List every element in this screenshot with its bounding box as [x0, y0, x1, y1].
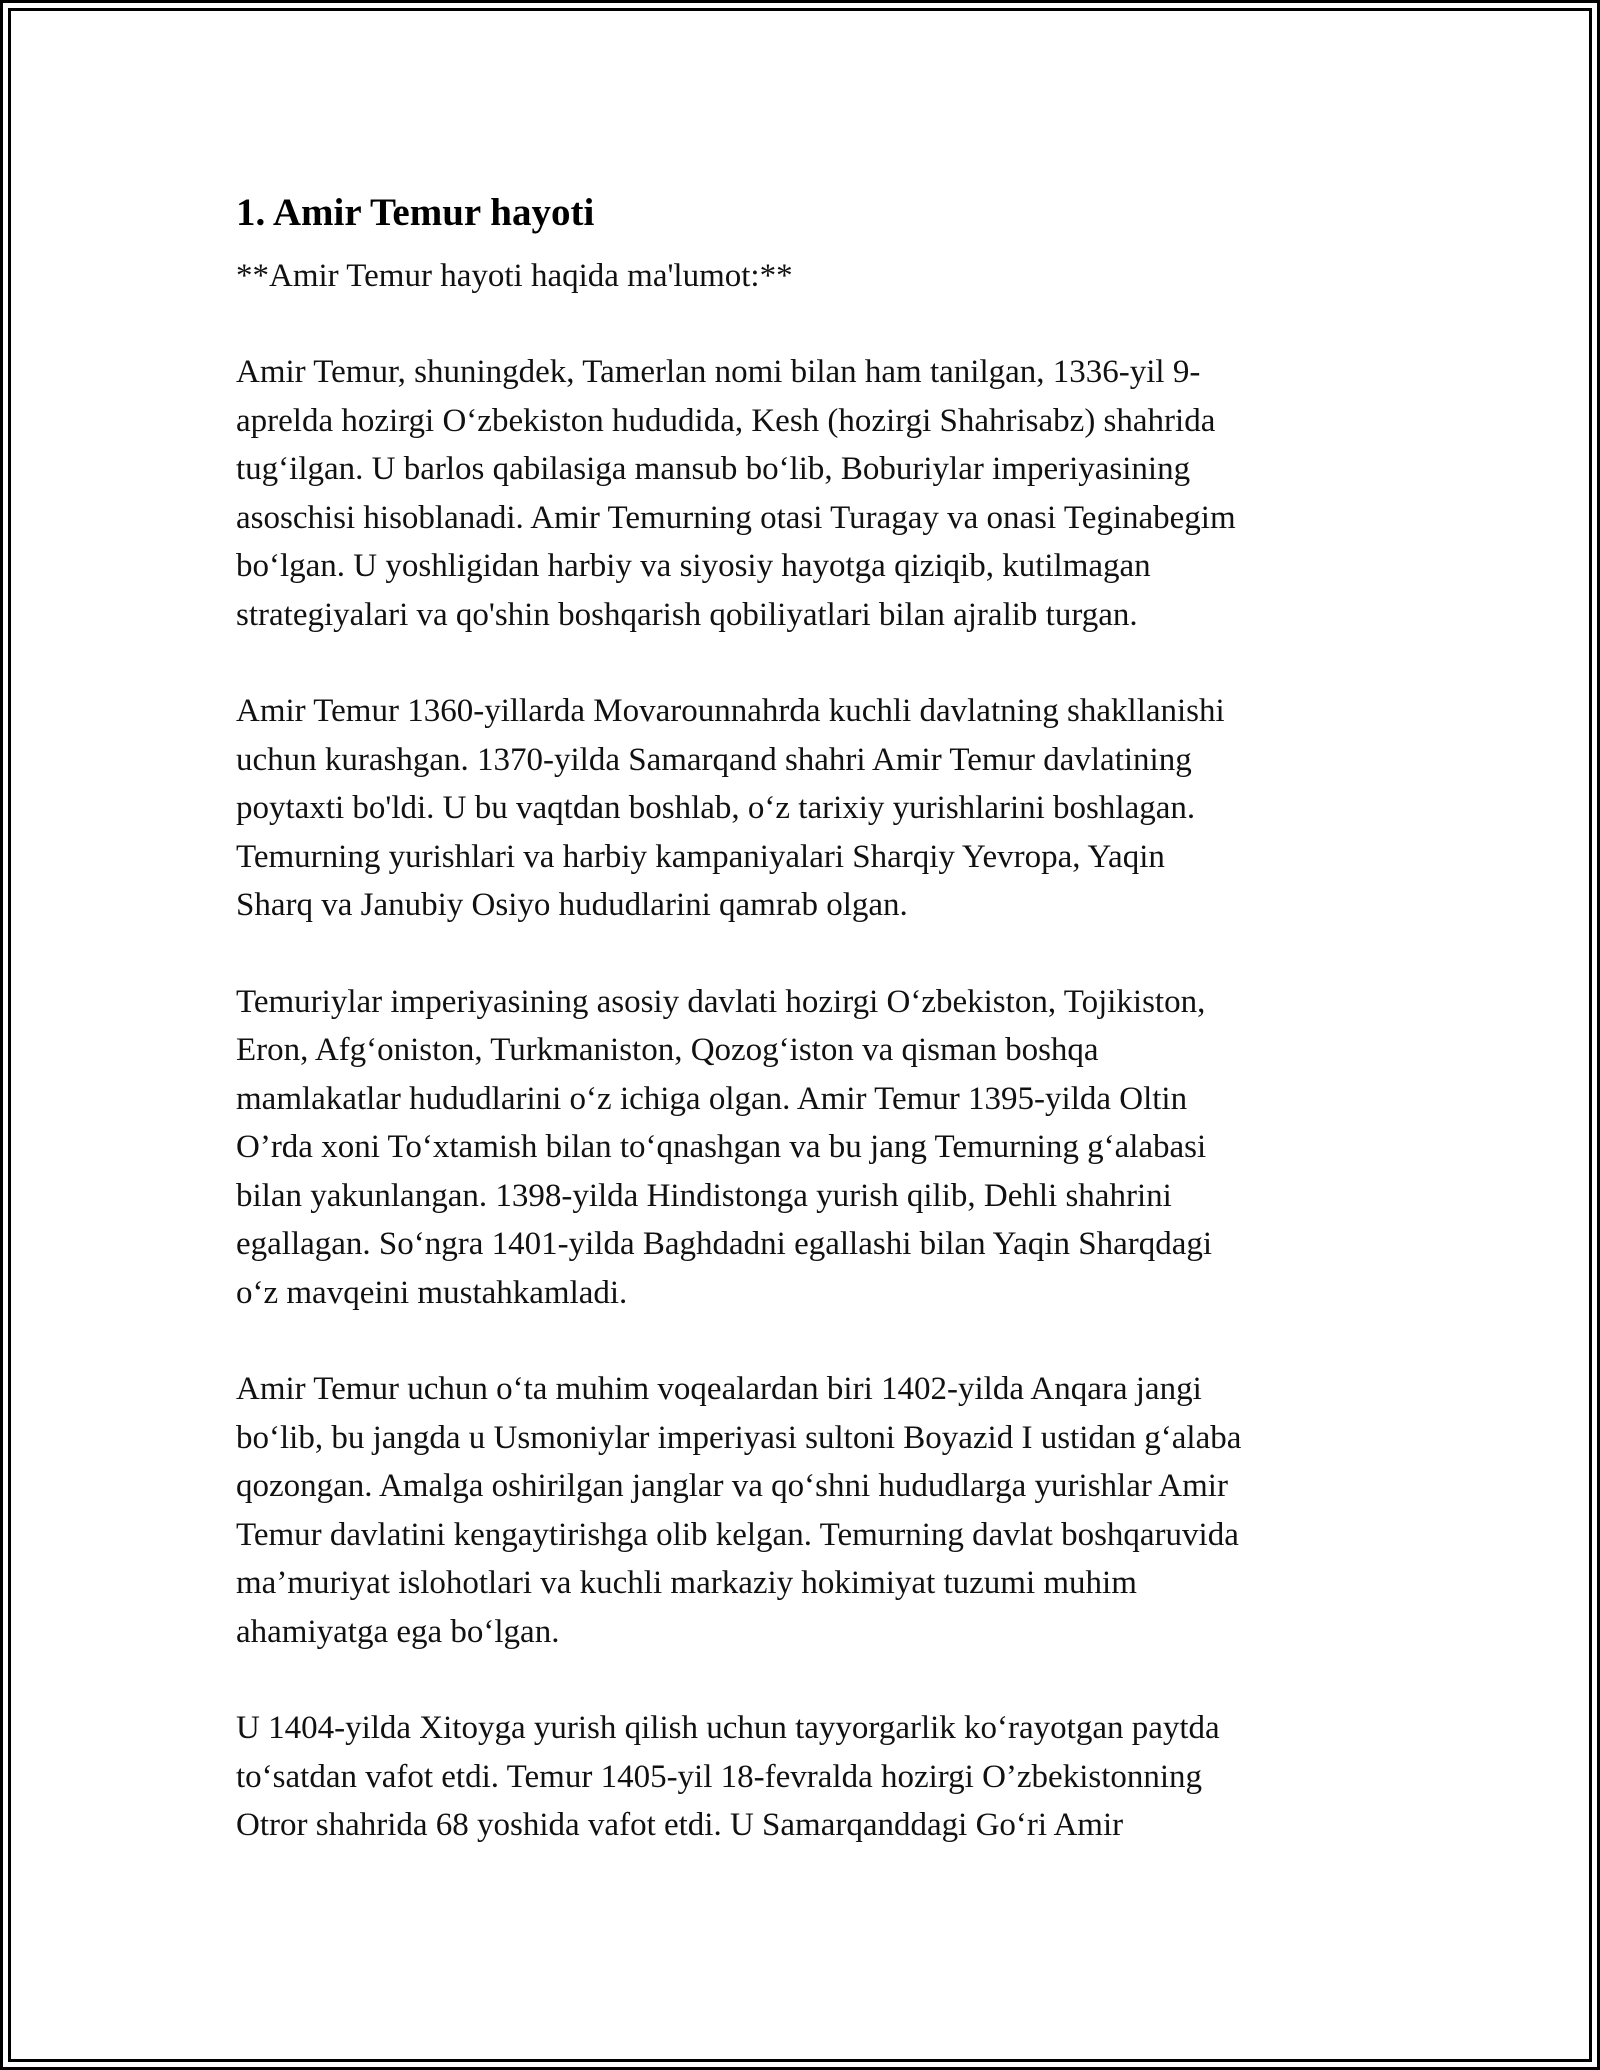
paragraph-line: Amir Temur 1360-yillarda Movarounnahrda kuchli davlatning shakllanishi — [236, 693, 1225, 729]
paragraph-line: to‘satdan vafot etdi. Temur 1405-yil 18-fevralda hozirgi O’zbekistonning — [236, 1758, 1203, 1795]
paragraph-1 — [236, 348, 1376, 639]
paragraph-line: O’rda xoni To‘xtamish bilan to‘qnashgan va bu jang Temurning g‘alabasi — [236, 1129, 1207, 1165]
paragraph-line: ahamiyatga ega bo‘lgan. — [236, 1613, 560, 1650]
paragraph-line: ma’muriyat islohotlari va kuchli markaziy hokimiyat tuzumi muhim — [236, 1565, 1137, 1601]
paragraph-line: egallagan. So‘ngra 1401-yilda Baghdadni egallashi bilan Yaqin Sharqdagi — [236, 1226, 1213, 1262]
paragraph-line: tug‘ilgan. U barlos qabilasiga mansub bo‘lib, Boburiylar imperiyasining — [236, 451, 1191, 487]
paragraph-5 — [236, 1704, 1376, 1850]
document-body — [236, 186, 1376, 1898]
paragraph-line: Amir Temur, shuningdek, Tamerlan nomi bilan ham tanilgan, 1336-yil 9- — [236, 354, 1201, 390]
intro-line: **Amir Temur hayoti haqida ma'lumot:** — [236, 258, 793, 294]
paragraph-line: Temur davlatini kengaytirishga olib kelgan. Temurning davlat boshqaruvida — [236, 1516, 1239, 1553]
paragraph-line: o‘z mavqeini mustahkamladi. — [236, 1274, 628, 1311]
section-heading: 1. Amir Temur hayoti — [236, 191, 595, 234]
paragraph-line: qozongan. Amalga oshirilgan janglar va qo‘shni hududlarga yurishlar Amir — [236, 1468, 1228, 1504]
paragraph-line: bilan yakunlangan. 1398-yilda Hindistonga yurish qilib, Dehli shahrini — [236, 1177, 1172, 1214]
paragraph-line: asoschisi hisoblanadi. Amir Temurning otasi Turagay va onasi Teginabegim — [236, 499, 1236, 536]
paragraph-line: Sharq va Janubiy Osiyo hududlarini qamrab olgan. — [236, 887, 908, 923]
paragraph-line: Amir Temur uchun o‘ta muhim voqealardan biri 1402-yilda Anqara jangi — [236, 1371, 1202, 1407]
paragraph-line: mamlakatlar hududlarini o‘z ichiga olgan. Amir Temur 1395-yilda Oltin — [236, 1080, 1188, 1117]
paragraph-line: strategiyalari va qo'shin boshqarish qobiliyatlari bilan ajralib turgan. — [236, 596, 1138, 633]
paragraph-line: Temurning yurishlari va harbiy kampaniyalari Sharqiy Yevropa, Yaqin — [236, 838, 1165, 875]
paragraph-line: poytaxti bo'ldi. U bu vaqtdan boshlab, o‘z tarixiy yurishlarini boshlagan. — [236, 790, 1196, 826]
paragraph-line: bo‘lib, bu jangda u Usmoniylar imperiyasi sultoni Boyazid I ustidan g‘alaba — [236, 1419, 1242, 1456]
paragraph-line: uchun kurashgan. 1370-yilda Samarqand shahri Amir Temur davlatining — [236, 741, 1192, 778]
paragraph-2 — [236, 687, 1376, 930]
paragraph-4 — [236, 1365, 1376, 1656]
paragraph-line: Otror shahrida 68 yoshida vafot etdi. U Samarqanddagi Go‘ri Amir — [236, 1807, 1124, 1843]
paragraph-line: Eron, Afg‘oniston, Turkmaniston, Qozog‘iston va qisman boshqa — [236, 1032, 1099, 1068]
paragraph-line: U 1404-yilda Xitoyga yurish qilish uchun tayyorgarlik ko‘rayotgan paytda — [236, 1710, 1220, 1746]
paragraph-line: bo‘lgan. U yoshligidan harbiy va siyosiy hayotga qiziqib, kutilmagan — [236, 548, 1151, 584]
paragraph-3 — [236, 978, 1376, 1318]
paragraph-line: aprelda hozirgi O‘zbekiston hududida, Kesh (hozirgi Shahrisabz) shahrida — [236, 402, 1216, 439]
paragraph-line: Temuriylar imperiyasining asosiy davlati hozirgi O‘zbekiston, Tojikiston, — [236, 983, 1206, 1020]
